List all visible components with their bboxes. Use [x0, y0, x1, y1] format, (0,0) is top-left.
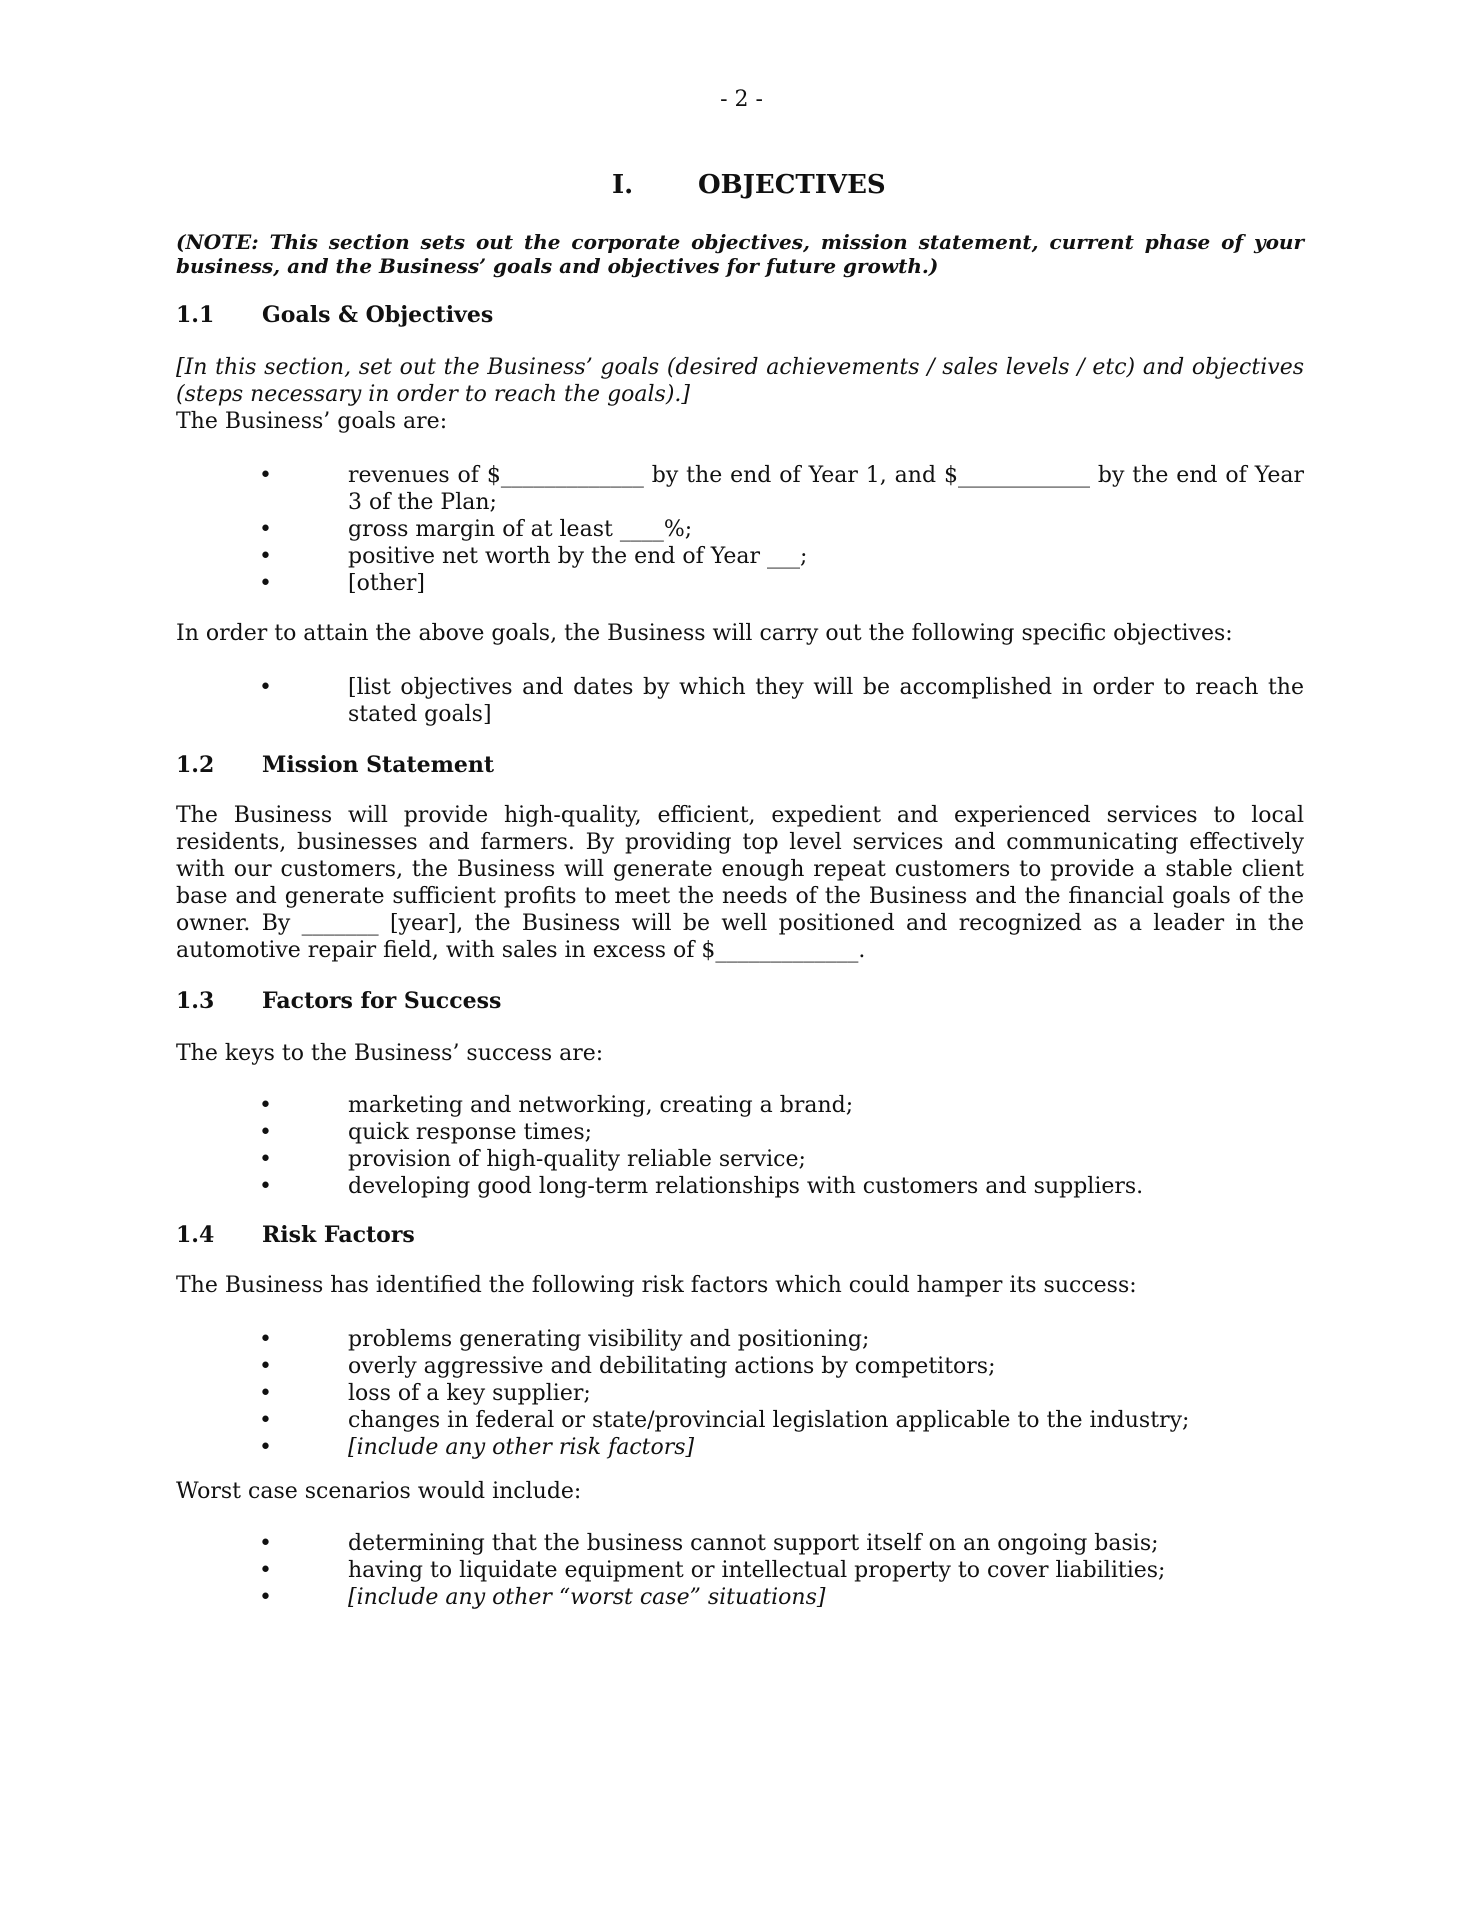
objectives-list: [176, 674, 1304, 728]
bullet-icon: •: [259, 517, 272, 542]
list-item: • [include any other “worst case” situations]: [259, 1585, 826, 1610]
bullet-icon: •: [259, 544, 272, 569]
list-item: • [list objectives and dates by which they will be accomplished in order to reach the stated goals]: [259, 675, 1304, 727]
success-lead: The keys to the Business’ success are:: [176, 1041, 604, 1066]
bullet-icon: •: [259, 1147, 272, 1172]
heading-number: 1.1: [176, 302, 215, 328]
list-item: • problems generating visibility and positioning;: [259, 1327, 870, 1352]
success-list: [176, 1092, 1304, 1200]
risk-lead: The Business has identified the following risk factors which could hamper its success:: [176, 1273, 1137, 1298]
bullet-icon: •: [259, 1120, 272, 1145]
heading-title: Mission Statement: [262, 752, 495, 778]
bullet-icon: •: [259, 1354, 272, 1379]
bullet-icon: •: [259, 571, 272, 596]
page-number: - 2 -: [720, 87, 763, 112]
list-item: • developing good long-term relationships with customers and suppliers.: [259, 1174, 1144, 1199]
list-item: • marketing and networking, creating a brand;: [259, 1093, 854, 1118]
bullet-icon: •: [259, 1174, 272, 1199]
bullet-icon: •: [259, 1585, 272, 1610]
list-item: • gross margin of at least ____%;: [259, 517, 693, 542]
bullet-icon: •: [259, 1531, 272, 1556]
worst-case-lead: Worst case scenarios would include:: [176, 1479, 582, 1504]
list-item: • having to liquidate equipment or intellectual property to cover liabilities;: [259, 1558, 1166, 1583]
mission-statement-body: The Business will provide high-quality, efficient, expedient and experienced services to local residents, businesses and farmers. By providing top level services and communicating effectively with our customers, the Business will generate enough repeat customers to provide a stable client base and generate sufficient profits to meet the needs of the Business and the financial goals of the owner. By _______ [year], the Business will be well positioned and recognized as a leader in the automotive repair field, with sales in excess of $_____________.: [176, 803, 1304, 963]
objectives-lead: In order to attain the above goals, the Business will carry out the following specific objectives:: [176, 621, 1233, 646]
bullet-icon: •: [259, 1435, 272, 1460]
list-item: • [include any other risk factors]: [259, 1435, 695, 1460]
bullet-icon: •: [259, 675, 272, 700]
list-item: • quick response times;: [259, 1120, 593, 1145]
list-item: • overly aggressive and debilitating actions by competitors;: [259, 1354, 996, 1379]
bullet-icon: •: [259, 1381, 272, 1406]
bullet-icon: •: [259, 1327, 272, 1352]
section-number: I.: [612, 170, 634, 200]
bullet-icon: •: [259, 1558, 272, 1583]
heading-number: 1.4: [176, 1222, 215, 1248]
list-item: • provision of high-quality reliable service;: [259, 1147, 806, 1172]
bullet-icon: •: [259, 1093, 272, 1118]
goals-instruction: [In this section, set out the Business’ goals (desired achievements / sales levels / etc) and objectives (steps necessary in order to reach the goals).]: [176, 355, 1304, 407]
bullet-icon: •: [259, 1408, 272, 1433]
heading-title: Risk Factors: [262, 1222, 415, 1248]
list-item: • determining that the business cannot support itself on an ongoing basis;: [259, 1531, 1159, 1556]
section-note: (NOTE: This section sets out the corporate objectives, mission statement, current phase of your business, and the Business’ goals and objectives for future growth.): [176, 230, 1304, 278]
heading-title: Goals & Objectives: [262, 302, 494, 328]
heading-title: Factors for Success: [262, 988, 502, 1014]
list-item: • revenues of $_____________ by the end of Year 1, and $____________ by the end of Year 3 of the Plan;: [259, 463, 1304, 515]
goals-list: [176, 462, 1304, 597]
goals-lead: The Business’ goals are:: [176, 409, 448, 434]
list-item: • changes in federal or state/provincial legislation applicable to the industry;: [259, 1408, 1190, 1433]
worst-case-list: [176, 1530, 1304, 1611]
section-title-text: OBJECTIVES: [698, 170, 886, 200]
heading-number: 1.3: [176, 988, 215, 1014]
bullet-icon: •: [259, 463, 272, 488]
heading-number: 1.2: [176, 752, 215, 778]
list-item: • positive net worth by the end of Year ___;: [259, 544, 808, 569]
list-item: • [other]: [259, 571, 425, 596]
list-item: • loss of a key supplier;: [259, 1381, 591, 1406]
risk-list: [176, 1326, 1304, 1461]
